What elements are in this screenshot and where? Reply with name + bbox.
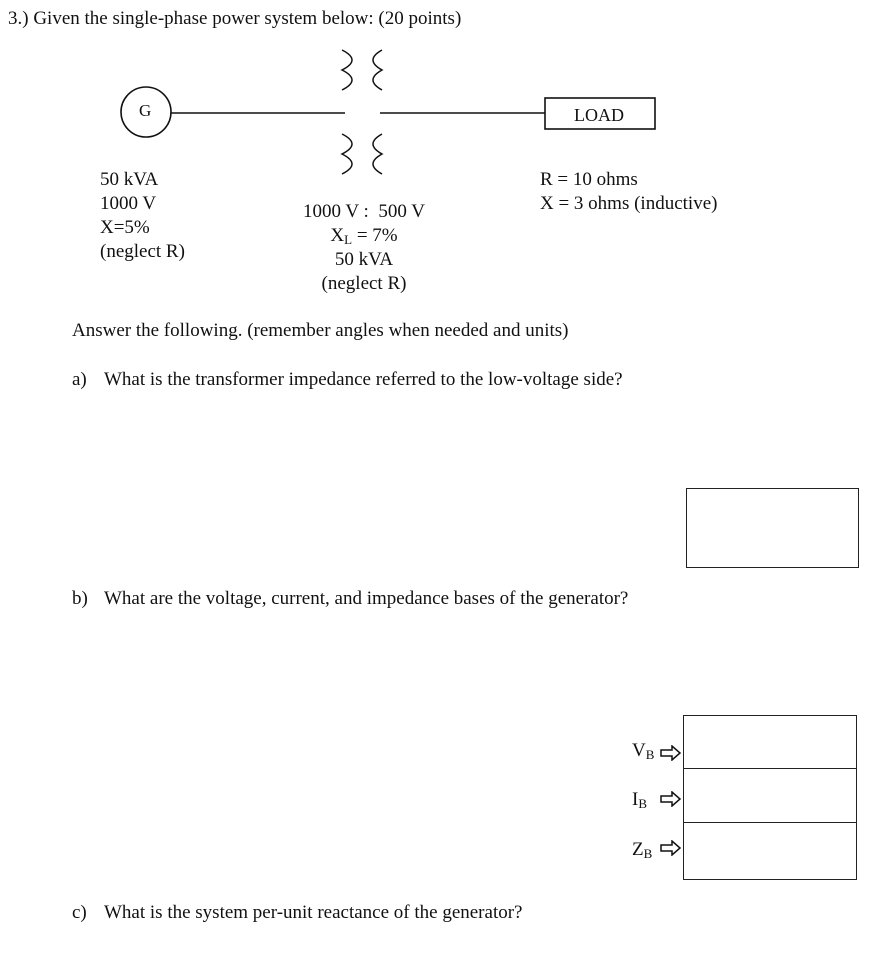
question-title: Given the single-phase power system below: xyxy=(33,8,374,29)
transformer-note: (neglect R) xyxy=(321,273,407,294)
arrow-right-icon xyxy=(660,840,682,856)
transformer-reactance-letter: X xyxy=(330,225,345,246)
question-number: 3.) xyxy=(8,8,29,29)
transformer-reactance-sub: L xyxy=(344,232,353,247)
transformer-voltage-ratio: 1000 V : 500 V xyxy=(303,201,425,222)
instructions: Answer the following. (remember angles when needed and units) xyxy=(72,320,569,341)
transformer-secondary-coil xyxy=(373,50,382,174)
arrow-right-icon xyxy=(660,745,682,761)
question-points: (20 points) xyxy=(378,8,462,29)
load-resistance: R = 10 ohms xyxy=(540,169,638,190)
arrow-right-icon xyxy=(660,791,682,807)
transformer-reactance xyxy=(264,225,464,251)
answer-box-current-base[interactable] xyxy=(683,768,857,824)
part-c-text: What is the system per-unit reactance of the generator? xyxy=(104,902,523,923)
generator-note: (neglect R) xyxy=(100,241,185,262)
part-a-text: What is the transformer impedance referred to the low-voltage side? xyxy=(104,369,623,390)
base-label-current: $I_B$ xyxy=(632,789,647,811)
generator-symbol: G xyxy=(139,101,152,120)
base-label-voltage: $V_B$ xyxy=(632,740,655,762)
answer-box-impedance-base[interactable] xyxy=(683,822,857,880)
generator-rating: 50 kVA xyxy=(100,169,159,190)
transformer-primary-coil xyxy=(342,50,352,174)
part-b-label: b) xyxy=(72,588,88,609)
generator-voltage: 1000 V xyxy=(100,193,157,214)
load-reactance: X = 3 ohms (inductive) xyxy=(540,193,718,214)
answer-box-a[interactable] xyxy=(686,488,859,568)
generator-reactance: X=5% xyxy=(100,217,150,238)
part-c-label: c) xyxy=(72,902,87,923)
load-label: LOAD xyxy=(574,105,624,125)
base-label-impedance: $Z_B$ xyxy=(632,839,653,861)
answer-box-voltage-base[interactable] xyxy=(683,715,857,770)
part-b-text: What are the voltage, current, and impedance bases of the generator? xyxy=(104,588,629,609)
transformer-reactance-value: = 7% xyxy=(352,225,398,246)
part-a-label: a) xyxy=(72,369,87,390)
transformer-rating: 50 kVA xyxy=(334,249,394,270)
